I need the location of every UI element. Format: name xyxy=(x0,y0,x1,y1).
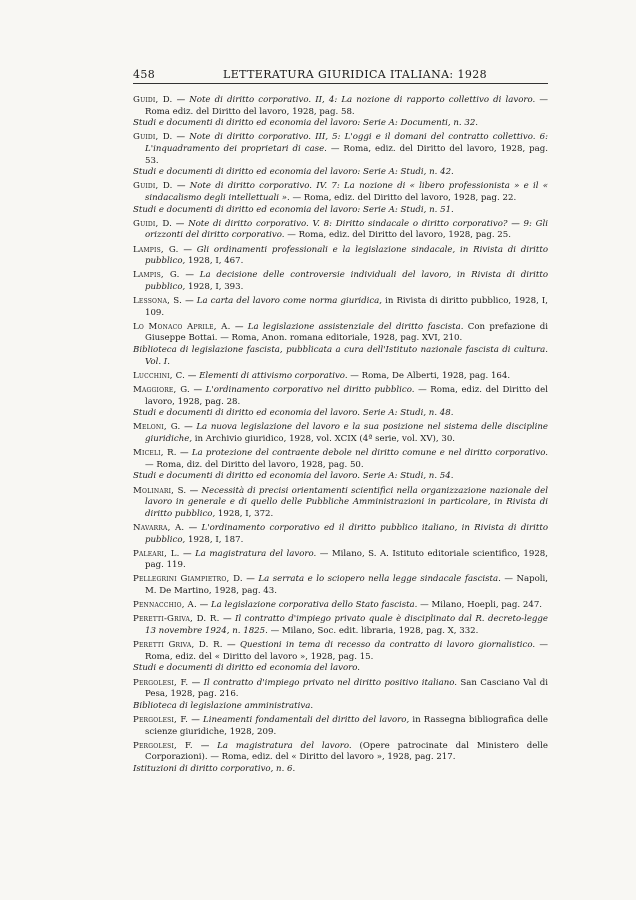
bibliography-entry xyxy=(133,574,548,597)
bibliography-entry xyxy=(133,219,548,242)
entry-work: — Il contratto d'impiego privato nel diritto positivo italiano. xyxy=(191,677,458,688)
entry-work: — La carta del lavoro come norma giuridica, xyxy=(185,296,383,307)
header-rule xyxy=(133,83,548,84)
entry-series-note: Istituzioni di diritto corporativo, n. 6. xyxy=(133,763,296,774)
bibliography-entry xyxy=(133,245,548,268)
entry-series-note: Studi e documenti di diritto ed economia del lavoro. Serie A: Studi, n. 54. xyxy=(133,471,454,482)
bibliography-entry xyxy=(133,95,548,130)
entry-work: — La protezione del contraente debole nel diritto comune e nel diritto corporativo. xyxy=(179,448,549,459)
entry-publisher-info: — Roma, De Alberti, 1928, pag. 164. xyxy=(350,370,511,381)
entry-author: Pergolesi, F. xyxy=(133,677,189,688)
bibliography-entry xyxy=(133,549,548,572)
entry-author: Lessona, S. xyxy=(133,296,183,307)
entry-work: — Elementi di attivismo corporativo. xyxy=(187,370,348,381)
entry-author: Lampis, G. xyxy=(133,244,179,255)
running-header xyxy=(133,64,548,84)
entry-series-note: Studi e documenti di diritto ed economia del lavoro: Serie A: Studi, n. 51. xyxy=(133,204,454,215)
entry-author: Pellegrini Giampietro, D. xyxy=(133,574,243,585)
entry-publisher-info: — Milano, S. A. Istituto editoriale scientifico, 1928, pag. 119. xyxy=(145,548,549,571)
entry-author: Lo Monaco Aprile, A. xyxy=(133,321,231,332)
entry-author: Navarra, A. xyxy=(133,522,185,533)
entry-publisher-info: (Opere patrocinate dal Ministero delle Corporazioni). — Roma, ediz. del « Diritto del lavoro », 1928, pag. 217. xyxy=(145,740,548,763)
entry-series-note: Studi e documenti di diritto ed economia del lavoro. xyxy=(133,663,360,674)
entry-publisher-info: 1928, I, 187. xyxy=(188,534,244,545)
entry-work: — Il contratto d'impiego privato quale è disciplinato dal R. decreto-legge 13 novembre 1924, n. 1825. xyxy=(145,614,548,637)
entry-work: — Note di diritto corporativo. II, 4: La nozione di rapporto collettivo di lavoro. xyxy=(176,95,536,105)
bibliography-entry xyxy=(133,715,548,738)
entry-work: — La magistratura del lavoro. xyxy=(200,740,352,751)
entry-author: Guidi, D. xyxy=(133,95,173,105)
bibliography-entry xyxy=(133,741,548,776)
entry-work: — La nuova legislazione del lavoro e la sua posizione nel sistema delle discipline giuridiche, xyxy=(145,422,548,444)
entry-publisher-info: Con prefazione di Giuseppe Bottai. — Roma, Anon. romana editoriale, 1928, pag. XVI, 210. xyxy=(145,321,549,344)
entry-work: — La serrata e lo sciopero nella legge sindacale fascista. xyxy=(246,574,501,585)
entry-author: Meloni, G. xyxy=(133,422,181,433)
bibliography-entry xyxy=(133,640,548,675)
entry-publisher-info: — Milano, Soc. edit. libraria, 1928, pag. X, 332. xyxy=(270,626,479,637)
entry-author: Molinari, S. xyxy=(133,485,187,496)
bibliography-entry xyxy=(133,678,548,713)
bibliography-entry xyxy=(133,614,548,637)
entry-publisher-info: — Roma, ediz. del « Diritto del lavoro », 1928, pag. 15. xyxy=(145,640,548,662)
entry-publisher-info: in Archivio giuridico, 1928, vol. XCIX (4ª serie, vol. XV), 30. xyxy=(194,433,456,444)
entry-work: — Note di diritto corporativo. IV. 7: La nozione di « libero professionista » e il « sindacalismo degli intellettuali ». xyxy=(145,181,548,203)
entry-work: — La magistratura del lavoro. xyxy=(183,548,317,559)
entry-author: Lucchini, C. xyxy=(133,370,186,381)
entry-publisher-info: — Roma, ediz. del Diritto del lavoro, 1928, pag. 28. xyxy=(145,385,548,407)
bibliography-entry xyxy=(133,486,548,521)
entry-publisher-info: — Milano, Hoepli, pag. 247. xyxy=(420,600,543,611)
entry-publisher-info: — Roma, ediz. del Diritto del lavoro, 1928, pag. 53. xyxy=(145,143,549,166)
entry-publisher-info: — Roma ediz. del Diritto del lavoro, 1928, pag. 58. xyxy=(145,95,548,117)
bibliography-entry xyxy=(133,371,548,383)
entry-author: Miceli, R. xyxy=(133,448,177,459)
entry-work: — Questioni in tema di recesso da contratto di lavoro giornalistico. xyxy=(227,640,536,651)
entry-series-note: Studi e documenti di diritto ed economia del lavoro. Serie A: Studi, n. 48. xyxy=(133,408,454,419)
entry-publisher-info: — Roma, diz. del Diritto del lavoro, 1928, pag. 50. xyxy=(145,459,364,470)
entry-publisher-info: in Rassegna bibliografica delle scienze giuridiche, 1928, 209. xyxy=(145,714,548,737)
entry-author: Guidi, D. xyxy=(133,181,173,192)
entry-work: — La legislazione corporativa dello Stato fascista. xyxy=(199,600,418,611)
entry-author: Pergolesi, F. xyxy=(133,740,193,751)
entry-author: Pergolesi, F. xyxy=(133,714,189,725)
bibliography-entry xyxy=(133,448,548,483)
entry-author: Pennacchio, A. xyxy=(133,600,197,611)
entry-work: — L'ordinamento corporativo ed il diritto pubblico italiano, in Rivista di diritto pubblico, xyxy=(145,522,548,545)
entry-author: Maggiore, G. xyxy=(133,385,190,395)
entry-author: Peretti Griva, D. R. xyxy=(133,640,223,651)
page-number: 458 xyxy=(133,68,156,81)
entry-work: — La decisione delle controversie individuali del lavoro, in Rivista di diritto pubblico, xyxy=(145,270,548,292)
entry-work: — Necessità di precisi orientamenti scientifici nella organizzazione nazionale del lavoro in generale e di quello delle Pubbliche Amministrazioni in particolare, in Rivista di diritto pubblico, xyxy=(145,485,548,519)
entry-author: Paleari, L. xyxy=(133,548,180,559)
entry-publisher-info: — Roma, ediz. del Diritto del lavoro, 1928, pag. 22. xyxy=(292,192,517,203)
entry-work: — La legislazione assistenziale del diritto fascista. xyxy=(234,321,464,332)
running-title: LETTERATURA GIURIDICA ITALIANA: 1928 xyxy=(223,68,488,81)
bibliography-entry xyxy=(133,523,548,546)
entry-publisher-info: — Napoli, M. De Martino, 1928, pag. 43. xyxy=(145,574,548,597)
entry-publisher-info: 1928, I, 393. xyxy=(188,281,244,292)
entry-publisher-info: San Casciano Val di Pesa, 1928, pag. 216. xyxy=(145,677,549,700)
entry-work: — Gli ordinamenti professionali e la legislazione sindacale, in Rivista di diritto pubblico, xyxy=(145,244,548,267)
entry-author: Guidi, D. xyxy=(133,132,173,143)
entry-series-note: Biblioteca di legislazione fascista, pubblicata a cura dell'Istituto nazionale fascista di cultura. Vol. I. xyxy=(133,345,548,367)
entry-author: Lampis, G. xyxy=(133,270,180,281)
entry-work: — L'ordinamento corporativo nel diritto pubblico. xyxy=(193,385,415,395)
bibliography-entry xyxy=(133,181,548,216)
bibliography-entry xyxy=(133,422,548,445)
entry-author: Peretti-Griva, D. R. xyxy=(133,614,220,625)
entry-publisher-info: 1928, I, 372. xyxy=(217,508,274,519)
entry-publisher-info: in Rivista di diritto pubblico, 1928, I, 109. xyxy=(145,296,549,318)
bibliography-entry xyxy=(133,385,548,420)
entry-author: Guidi, D. xyxy=(133,218,173,229)
entry-publisher-info: 1928, I, 467. xyxy=(188,256,244,267)
bibliography-entry xyxy=(133,322,548,368)
bibliography-entry xyxy=(133,132,548,178)
entry-series-note: Studi e documenti di diritto ed economia del lavoro: Serie A: Studi, n. 42. xyxy=(133,167,454,178)
bibliography-entry xyxy=(133,600,548,612)
entry-publisher-info: — Roma, ediz. del Diritto del lavoro, 1928, pag. 25. xyxy=(287,230,511,241)
entry-series-note: Studi e documenti di diritto ed economia del lavoro: Serie A: Documenti, n. 32. xyxy=(133,118,479,129)
entry-work: — Note di diritto corporativo. III, 5: L'oggi e il domani del contratto collettivo. 6: L'inquadramento dei proprietari di case. xyxy=(145,132,548,154)
entry-work: — Note di diritto corporativo. V. 8: Diritto sindacale o diritto corporativo? — 9: Gli orizzonti del diritto corporativo. xyxy=(145,218,548,241)
entry-work: — Lineamenti fondamentali del diritto del lavoro, xyxy=(191,714,410,725)
bibliography-list xyxy=(133,95,548,778)
entry-series-note: Biblioteca di legislazione amministrativa. xyxy=(133,700,314,711)
bibliography-entry xyxy=(133,296,548,319)
bibliography-entry xyxy=(133,270,548,293)
